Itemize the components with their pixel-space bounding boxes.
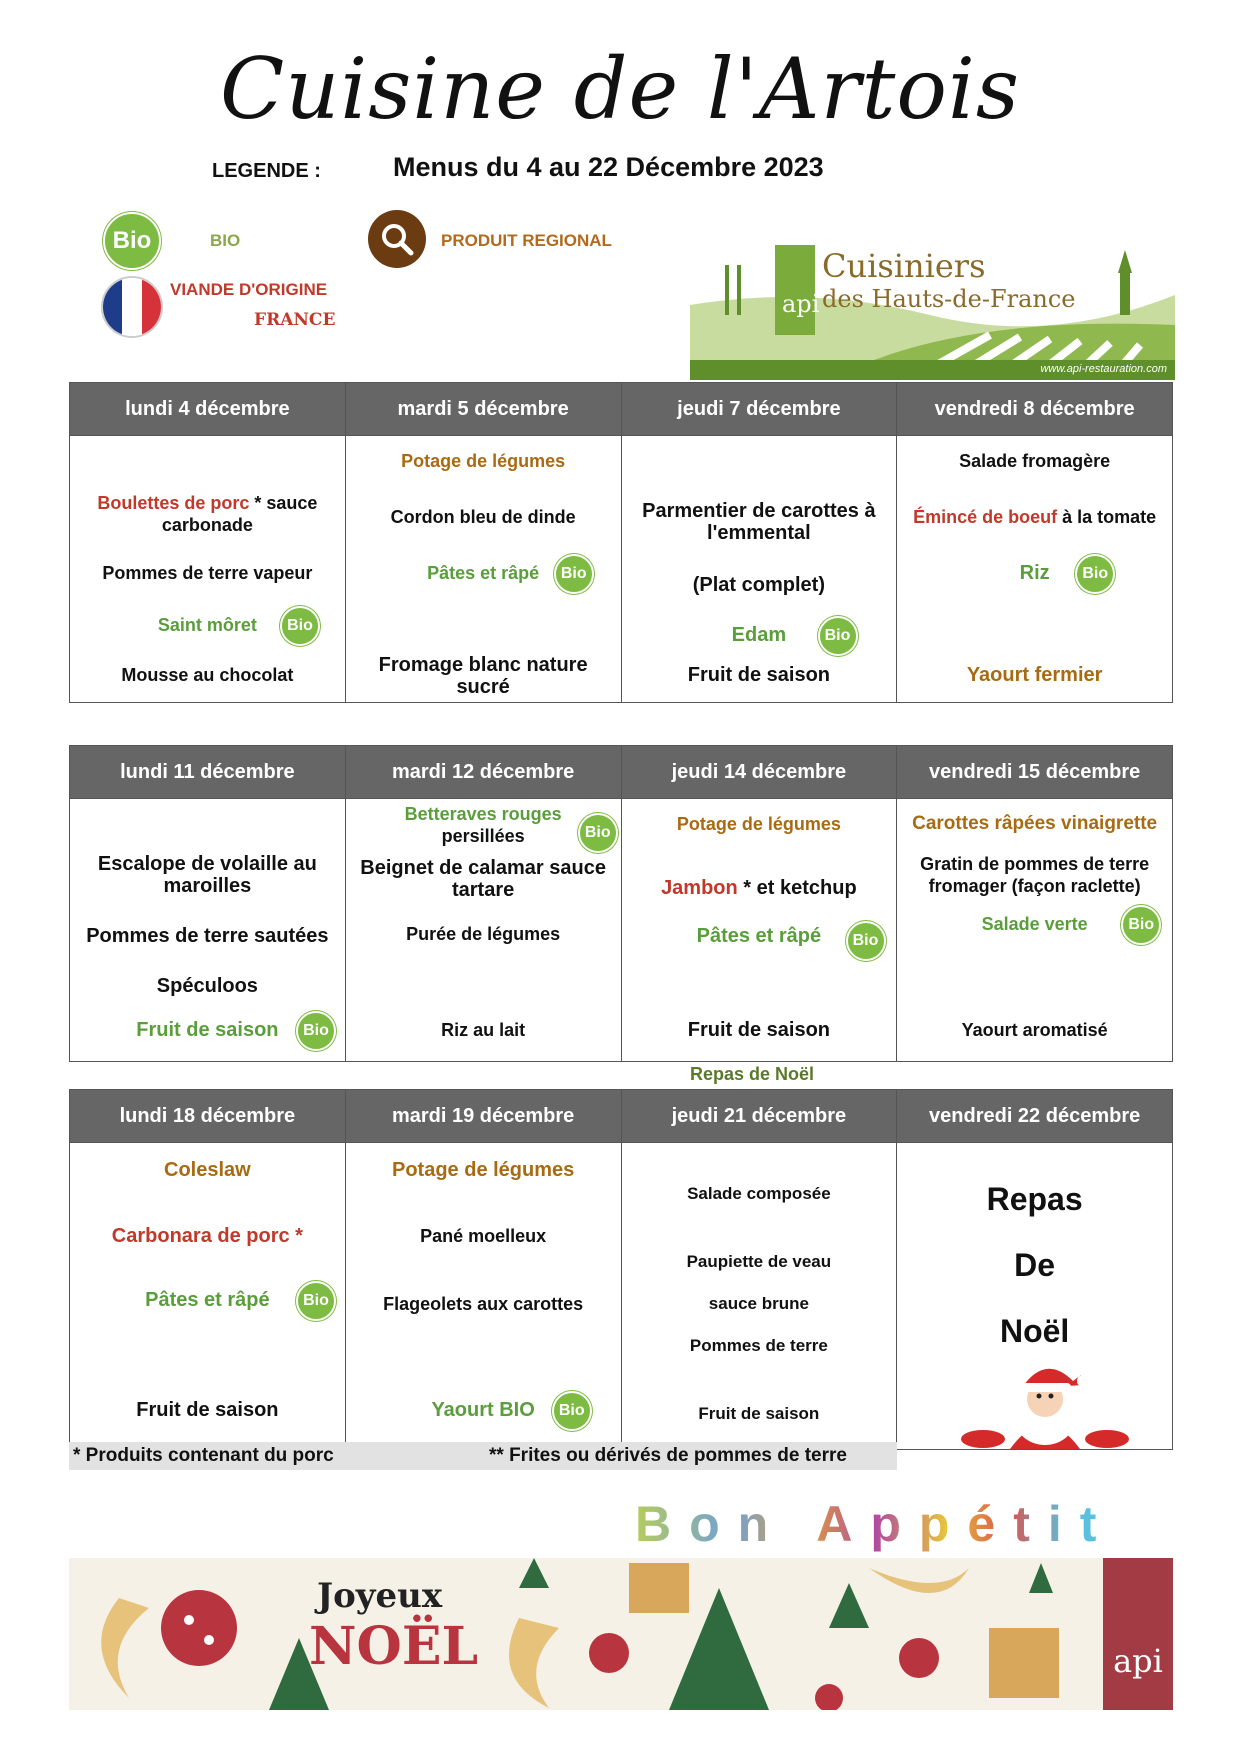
dish-starter: Potage de légumes	[391, 1159, 575, 1181]
dish-main: Émincé de boeuf à la tomate	[913, 507, 1157, 527]
dish-side: Riz Bio	[897, 562, 1172, 584]
noel-line1: Repas	[986, 1181, 1083, 1217]
logo-line1: Cuisiniers	[822, 247, 986, 285]
bio-badge-icon: Bio	[578, 813, 618, 853]
dish-starter: Carottes râpées vinaigrette	[912, 813, 1158, 834]
day-header: jeudi 7 décembre	[621, 383, 897, 436]
day-cell-thu14	[622, 799, 897, 1061]
footnote-porc: * Produits contenant du porc	[73, 1445, 334, 1466]
christmas-banner	[69, 1558, 1173, 1710]
legend-viande-line1: VIANDE D'ORIGINE	[170, 280, 328, 299]
dish-dessert: Fromage blanc nature sucré	[378, 654, 588, 698]
menu-table-week3	[69, 1089, 1173, 1450]
api-logo-block: api	[1103, 1558, 1173, 1710]
dish-main: Jambon * et ketchup	[661, 877, 857, 899]
day-cell-mon18	[70, 1143, 345, 1449]
dish-main: Carbonara de porc *	[111, 1225, 303, 1247]
dish-side: Pâtes et râpé Bio	[346, 562, 621, 584]
dish-side: Pommes de terre sautées	[86, 925, 329, 947]
menu-table-week1	[69, 382, 1173, 703]
day-header: lundi 4 décembre	[70, 383, 346, 436]
dish-main: Beignet de calamar sauce tartare	[360, 857, 606, 901]
day-cell-mon11	[70, 799, 345, 1061]
day-cell-fri8	[897, 436, 1172, 702]
dish-fruit: Fruit de saison Bio	[70, 1019, 345, 1041]
banner-decorations-icon	[69, 1558, 1173, 1710]
footnote-frites: ** Frites ou dérivés de pommes de terre	[489, 1445, 847, 1466]
day-cell-thu21	[622, 1143, 897, 1449]
bio-badge-icon: Bio	[1121, 905, 1161, 945]
bio-badge-icon: Bio	[280, 606, 320, 646]
day-header: vendredi 22 décembre	[897, 1090, 1173, 1143]
day-header: lundi 18 décembre	[70, 1090, 346, 1143]
day-header: vendredi 8 décembre	[897, 383, 1173, 436]
bio-badge-icon: Bio	[103, 212, 161, 270]
day-cell-thu7	[622, 436, 897, 702]
day-header: mardi 5 décembre	[345, 383, 621, 436]
dish-starter: Coleslaw	[164, 1159, 251, 1181]
repas-noel-label: Repas de Noël	[690, 1064, 815, 1084]
bio-badge-icon: Bio	[846, 921, 886, 961]
legend-viande-line2: FRANCE	[254, 310, 336, 330]
dish-main: Gratin de pommes de terre fromager (façon raclette)	[920, 854, 1150, 896]
bio-badge-icon: Bio	[1075, 554, 1115, 594]
brand-title: Cuisine de l'Artois	[220, 40, 1020, 138]
day-cell-tue12	[346, 799, 621, 1061]
api-cuisiniers-logo	[690, 245, 1175, 380]
logo-url: www.api-restauration.com	[1040, 363, 1167, 375]
dish-starter: Betteraves rouges persillées Bio	[346, 803, 621, 847]
banner-joyeux: Joyeux	[317, 1576, 443, 1616]
dish-main: Pané moelleux	[420, 1226, 547, 1246]
dish-dessert: Spéculoos	[156, 975, 258, 997]
dish-starter: Potage de légumes	[401, 451, 566, 471]
dish-main: Paupiette de veau	[686, 1252, 832, 1271]
dish-dessert: Yaourt aromatisé	[961, 1020, 1108, 1040]
day-cell-fri22	[897, 1143, 1172, 1449]
dish-dessert: Fruit de saison	[687, 1019, 830, 1041]
day-header: lundi 11 décembre	[70, 746, 346, 799]
dish-side: Pâtes et râpé Bio	[70, 1289, 345, 1311]
dish-dessert: Fruit de saison	[687, 664, 830, 686]
noel-line2: De	[1014, 1247, 1056, 1283]
bio-badge-icon: Bio	[296, 1011, 336, 1051]
dish-side: Pommes de terre	[689, 1336, 828, 1355]
logo-mark: api	[782, 290, 820, 318]
dish-dessert: Fruit de saison	[136, 1399, 279, 1421]
dish-main: Cordon bleu de dinde	[390, 507, 576, 527]
dish-starter: Potage de légumes	[676, 814, 841, 834]
legend-bio-text: BIO	[210, 231, 241, 250]
french-flag-icon	[101, 276, 163, 338]
dish-main: Boulettes de porc * sauce carbonade	[97, 493, 318, 535]
dish-starter: Salade fromagère	[959, 451, 1111, 471]
day-cell-tue5	[346, 436, 621, 702]
regional-product-icon	[368, 210, 426, 268]
dish-cheese: Edam Bio	[622, 624, 897, 646]
legend-label: LEGENDE :	[212, 160, 321, 182]
dish-side: Pâtes et râpé Bio	[622, 925, 897, 947]
dish-side: Flageolets aux carottes	[383, 1294, 584, 1314]
day-cell-tue19	[346, 1143, 621, 1449]
day-header: jeudi 14 décembre	[621, 746, 897, 799]
dish-dessert: Fruit de saison	[698, 1404, 820, 1423]
day-header: mardi 12 décembre	[345, 746, 621, 799]
dish-main: Escalope de volaille au maroilles	[97, 853, 317, 897]
bio-badge-icon: Bio	[296, 1281, 336, 1321]
dish-dessert: Riz au lait	[441, 1020, 526, 1040]
day-header: mardi 19 décembre	[345, 1090, 621, 1143]
dish-sauce: sauce brune	[708, 1294, 809, 1313]
menu-title: Menus du 4 au 22 Décembre 2023	[393, 152, 824, 182]
dish-dessert: Yaourt fermier	[966, 664, 1103, 686]
footnote-bar	[69, 1442, 897, 1470]
legend-regional-text: PRODUIT REGIONAL	[441, 231, 612, 250]
banner-noel: NOËL	[309, 1616, 479, 1677]
dish-side: Pommes de terre vapeur	[102, 563, 313, 583]
dish-note: (Plat complet)	[692, 574, 825, 596]
menu-table-week2	[69, 745, 1173, 1062]
day-cell-fri15	[897, 799, 1172, 1061]
noel-line3: Noël	[999, 1313, 1070, 1349]
day-header: jeudi 21 décembre	[621, 1090, 897, 1143]
day-header: vendredi 15 décembre	[897, 746, 1173, 799]
logo-line2: des Hauts-de-France	[822, 285, 1076, 313]
santa-icon	[955, 1361, 1135, 1454]
bio-badge-icon: Bio	[818, 616, 858, 656]
bio-badge-icon: Bio	[554, 554, 594, 594]
dish-side: Salade verte Bio	[897, 913, 1172, 935]
dish-side: Purée de légumes	[406, 924, 561, 944]
dish-dessert: Mousse au chocolat	[121, 665, 294, 685]
bon-appetit: Bon Appétit	[635, 1496, 1115, 1552]
bio-badge-icon: Bio	[552, 1391, 592, 1431]
dish-main: Parmentier de carottes à l'emmental	[642, 500, 876, 544]
dish-cheese: Saint môret Bio	[70, 614, 345, 636]
dish-starter: Salade composée	[687, 1184, 831, 1203]
day-cell-mon4	[70, 436, 345, 702]
dish-dessert: Yaourt BIO Bio	[346, 1399, 621, 1421]
